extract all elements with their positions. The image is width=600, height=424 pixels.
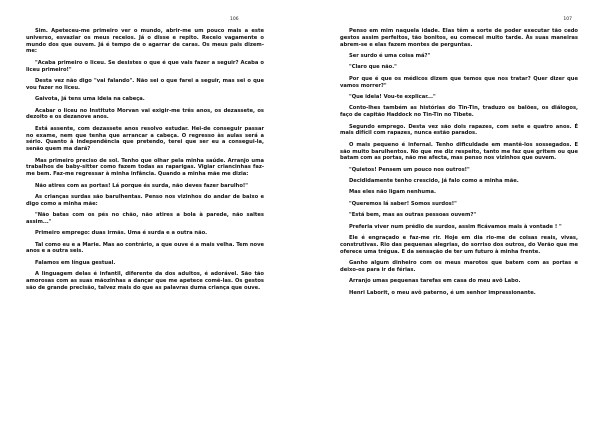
paragraph: Ganho algum dinheiro com os meus marotos que batem com as portas e deixo-os para ir de férias.: [340, 260, 578, 273]
right-page: [300, 0, 600, 424]
paragraph: Arranjo umas pequenas tarefas em casa do meu avô Labo.: [349, 278, 521, 285]
paragraph: Ser surdo é uma coisa má?": [349, 52, 431, 59]
paragraph: "Queremos lá saber! Somos surdos!": [349, 200, 457, 207]
paragraph: Ele é engraçado e faz-me rir. Hoje em dia rio-me de coisas reais, vivas, construtivas. Rio das pequenas alegrias, do sorriso dos outros, do Verão que me oferece uma trégua. E da sensação de ter um futuro à minha frente.: [340, 235, 578, 255]
paragraph: Por que é que os médicos dizem que temos que nos tratar? Quer dizer que vamos morrer?": [340, 75, 578, 89]
left-text-column: [26, 28, 264, 296]
page-number: 106: [230, 17, 239, 22]
paragraph: Conto-lhes também as histórias do Tin-Tin, traduzo os balões, os diálogos, faço de capitão Haddock no Tin-Tin no Tibete.: [340, 105, 578, 119]
right-text-column: [340, 28, 578, 301]
paragraph: Desta vez não digo "vai falando". Não sei o que farei a seguir, mas sei o que vou fazer no liceu.: [26, 77, 264, 91]
paragraph: Decididamente tenho crescido, já falo como a minha mãe.: [349, 178, 519, 185]
paragraph: "Que ideia! Vou-te explicar...": [349, 93, 436, 100]
paragraph: "Quietos! Pensem um pouco nos outros!": [349, 166, 470, 173]
paragraph: Sim. Apeteceu-me primeiro ver o mundo, abrir-me um pouco mais a este universo, esvaziar os meus receios. Já o disse e repito. Receio vagamente o mundo dos que ouvem. Já é tempo de o agarrar de caras. Os meus pais dizem-me:: [26, 28, 264, 55]
paragraph: Segundo emprego. Desta vez são dois rapazes, com sete e quatro anos. É mais difícil com rapazes, nunca estão parados.: [340, 123, 578, 137]
paragraph: Falamos em língua gestual.: [35, 259, 116, 266]
paragraph: O mais pequeno é infernal. Tenho dificuldade em mantê-los sossegados. E são muito barulhentos. No que me diz respeito, tanto me faz que gritem ou que batam com as portas, não me afecta, mas penso nos vizinhos que ouvem.: [340, 141, 578, 162]
page-number: 107: [563, 17, 572, 22]
paragraph: Mas primeiro preciso de sol. Tenho que olhar pela minha saúde. Arranjo uma trabalhos de baby-sitter como fazem todas as raparigas. Vigiar criancinhas faz-me bem. Faz-me regressar à minha infância. Quando a minha mãe me dizia:: [26, 157, 264, 178]
paragraph: Mas eles não ligam nenhuma.: [349, 189, 436, 196]
paragraph: Henri Laborit, o meu avô paterno, é um senhor impressionante.: [349, 289, 536, 296]
paragraph: "Está bem, mas as outras pessoas ouvem?": [349, 212, 477, 219]
paragraph: Penso em mim naquela idade. Elas têm a sorte de poder executar tão cedo gestos assim perfeitos, tão bonitos, eu comecei muito tarde. Às suas maneiras abrem-se e elas fazem montes de perguntas.: [340, 28, 578, 48]
paragraph: Está assente, com dezassete anos resolvo estudar. Hei-de conseguir passar no exame, nem que tenha que arrancar a cabeça. O regresso às aulas será a sério. Quanto à independência que pretendo, terei que ser eu a consegui-la, senão quem ma dará?: [26, 125, 264, 153]
paragraph: A linguagem delas é infantil, diferente da dos adultos, é adorável. São tão amorosas com as suas mãozinhas a dançar que me apetece comê-las. Os gestos são de grande precisão, talvez mais do que as palavras duma criança que ouve.: [26, 271, 264, 291]
paragraph: Primeiro emprego: duas irmãs. Uma é surda e a outra não.: [35, 230, 208, 237]
paragraph: "Claro que não.": [349, 64, 397, 71]
paragraph: Tal como eu e a Marie. Mas ao contrário, a que ouve é a mais velha. Tem nove anos e a outra seis.: [26, 241, 264, 255]
paragraph: "Não batas com os pés no chão, não atires a bola à parede, não saltes assim...": [26, 212, 264, 225]
paragraph: Preferia viver num prédio de surdos, assim ficávamos mais à vontade ! ": [349, 223, 562, 230]
paragraph: Não atires com as portas! Lá porque és surda, não deves fazer barulho!": [35, 182, 248, 189]
paragraph: "Acaba primeiro o liceu. Se desistes o que é que vais fazer a seguir? Acaba o liceu primeiro!": [26, 59, 264, 73]
paragraph: Acabar o liceu no Instituto Morvan vai exigir-me três anos, os dezassete, os dezoito e os dezanove anos.: [26, 107, 264, 121]
paragraph: Gaivota, já tens uma ideia na cabeça.: [35, 96, 145, 103]
paragraph: As crianças surdas são barulhentas. Penso nos vizinhos do andar de baixo e digo como a minha mãe:: [26, 193, 264, 207]
